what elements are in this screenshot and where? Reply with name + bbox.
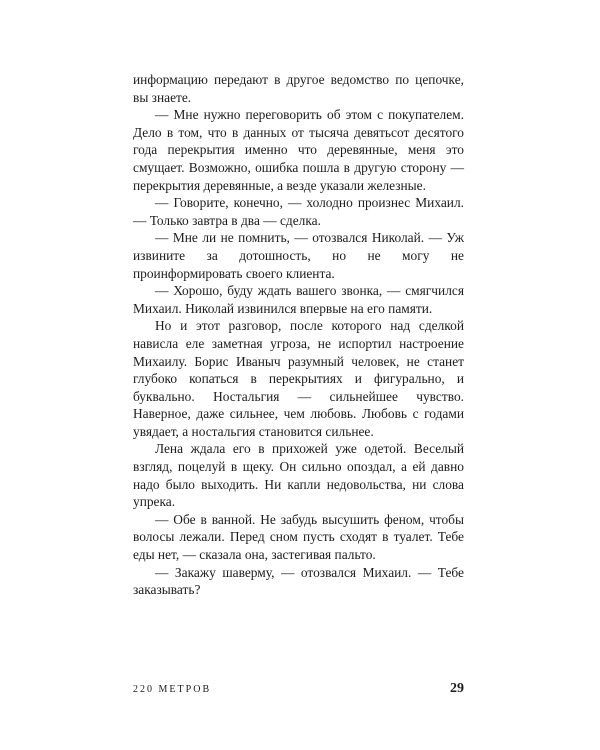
paragraph: — Обе в ванной. Не забудь высушить феном, чтобы волосы лежали. Перед сном пусть сходят в туалет. Тебе еды нет, — сказала она, застегивая пальто. — [133, 511, 464, 563]
paragraph: Но и этот разговор, после которого над сделкой нависла еле заметная угроза, не испортил настроение Михаилу. Борис Иваныч разумный человек, не станет глубоко копаться в перекрытиях и фигурально, и буквально. Ностальгия — сильнейшее чувство. Наверное, даже сильнее, чем любовь. Любовь с годами увядает, а ностальгия становится сильнее. — [133, 318, 464, 439]
paragraph: — Закажу шаверму, — отозвался Михаил. — Тебе заказывать? — [133, 564, 464, 598]
paragraph: — Мне нужно переговорить об этом с покупателем. Дело в том, что в данных от тысяча девятьсот десятого года перекрытия именно что деревянные, меня это смущает. Возможно, ошибка пошла в другую сторону — перекрытия деревянные, а везде указали железные. — [133, 107, 464, 193]
paragraph: — Говорите, конечно, — холодно произнес Михаил. — Только завтра в два — сделка. — [133, 195, 464, 228]
page-footer — [133, 681, 464, 697]
body-text — [133, 71, 464, 599]
paragraph: — Хорошо, буду ждать вашего звонка, — смягчился Михаил. Николай извинился впервые на его памяти. — [133, 283, 464, 316]
running-title: 220 МЕТРОВ — [133, 684, 212, 695]
paragraph: — Мне ли не помнить, — отозвался Николай. — Уж извините за дотошность, но не могу не проинформировать своего клиента. — [133, 230, 464, 281]
paragraph-continuation: информацию передают в другое ведомство по цепочке, вы знаете. — [133, 72, 464, 105]
page-number: 29 — [450, 681, 464, 696]
paragraph: Лена ждала его в прихожей уже одетой. Веселый взгляд, поцелуй в щеку. Он сильно опоздал, а ей давно надо было выходить. Ни капли недовольства, ни слова упрека. — [133, 441, 464, 510]
